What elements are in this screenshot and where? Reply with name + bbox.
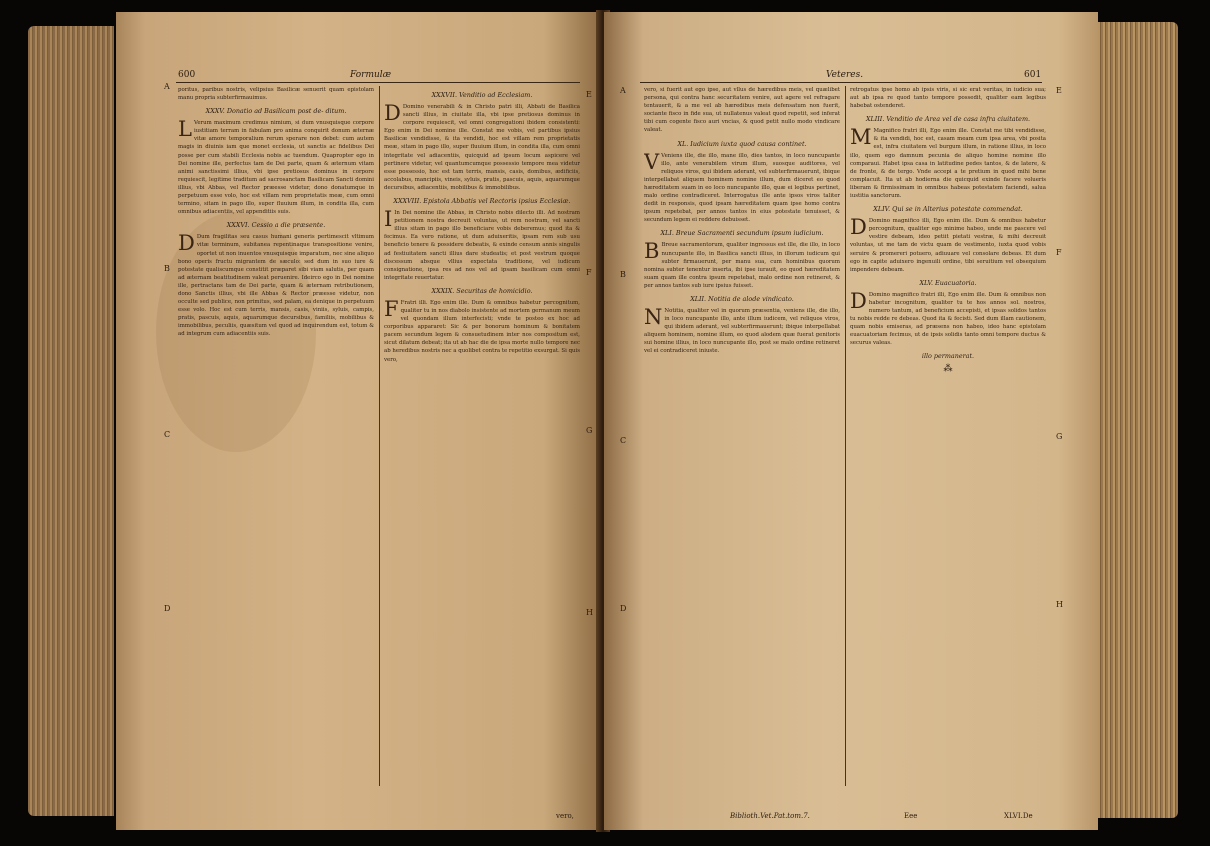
header-rule xyxy=(640,82,1042,83)
drop-cap: V xyxy=(644,149,660,174)
section-heading: XXXVII. Venditio ad Ecclesiam. xyxy=(431,91,533,99)
right-page xyxy=(604,12,1098,830)
right-running-title: Veteres. xyxy=(826,70,864,80)
section-heading: XXXV. Donatio ad Basilicam post de- ditum. xyxy=(205,107,347,116)
drop-cap: D xyxy=(850,215,867,240)
column-rule xyxy=(379,86,380,786)
body-text xyxy=(850,288,1046,348)
drop-cap: I xyxy=(384,207,393,232)
right-column-2 xyxy=(850,86,1046,816)
drop-cap: L xyxy=(178,117,192,142)
footer-signature: Biblioth.Vet.Pat.tom.7. xyxy=(730,812,810,820)
margin-letter: D xyxy=(620,604,627,613)
body-text xyxy=(384,296,580,364)
paragraph: Veniens ille, die illo, mane illo, dies tantos, in loco nuncupante illo, ante venerabilem virum illum, suosque auditores, vel reliquos viros, qui ibidem aderant, vel subterfirmauerunt, ibique interpellabat aliquem hominem nomine illum, dum diceret eo quod hæreditatem suam in eo loco nuncupante illo, quæ ei legibus pertinet, malo ordine contradiceret. Interrogatus ille ante ipsos viros taliter dedit in responsis, quod ipsam hæreditatem quam ipse homo contra ipsum repetebat, per annos tantos in eius potestate tenuisset, & secundum legem ei reddere debuisset. xyxy=(644,152,840,224)
section-heading: XXXVIII. Epistola Abbatis vel Rectoris ipsius Ecclesiæ. xyxy=(393,197,571,206)
left-page-edges xyxy=(28,26,114,816)
header-rule xyxy=(176,82,580,83)
body-text xyxy=(384,209,580,282)
margin-letter: H xyxy=(1056,600,1063,609)
paragraph: Magnifico fratri illi, Ego enim ille. Constat me tibi vendidisse, & ita vendidi, hoc est, casam meam cum ipsa area, vbi posita est, infra ciuitatem vel burgum illum, in ratione illius, in loco illo, quem ego damnum pecunia de aliquo homine nomine illo comparaui. Habet ipsa casa in latitudine pedes tantos, & de latere, & de fronte, & de tergo. Vnde accepi a te pretium in quod mihi bene complacuit. Ita ut ab hodierna die quicquid exinde facere volueris liberam & firmissimam in omnibus habeas potestatem faciendi, salua iustitia sanctorum. xyxy=(850,128,1046,200)
body-text xyxy=(384,103,580,192)
section-heading: XLI. Breue Sacramenti secundum ipsum iudicium. xyxy=(660,229,824,238)
drop-cap: D xyxy=(178,231,195,256)
closing-line: illo permanerat. xyxy=(921,352,975,361)
drop-cap: F xyxy=(384,296,399,321)
margin-letter: B xyxy=(164,264,170,273)
paragraph: Notitia, qualiter vel in quorum præsentia, veniens ille, die illo, in loco nuncupante illo, ante illum iudicem, vel reliquos viros, qui ibidem aderant, vel subterfirmauerunt; ibique interpellabat aliquem hominem, nomine illum, eo quod alodem quæ fuerat genitoris sui homine illius, in loco nuncupante illo, post se malo ordine retineret vel ei contradiceret iniuste. xyxy=(644,307,840,355)
right-page-edges xyxy=(1096,22,1178,818)
paragraph: Domino magnifico illi, Ego enim ille. Dum & omnibus habetur percognitum, qualiter ego minime habeo, unde me pascere vel vestire debeam, ideo petiit pietati vestræ, & mihi decreuit voluntas, ut me tam de victu quam de vestimento, iuxta quod vobis seruire & promereri potuero, adiuuare vel consolare debeas. Et dum ego in capite aduixero ingenuili ordine, tibi seruitium vel obsequium impendere debeam. xyxy=(850,218,1046,273)
body-text xyxy=(850,127,1046,200)
margin-letter: E xyxy=(1056,86,1062,95)
left-page-number: 600 xyxy=(178,70,196,80)
gathering-mark: Eee xyxy=(904,812,918,820)
body-text xyxy=(850,217,1046,274)
margin-letter: F xyxy=(586,268,592,277)
right-column-1 xyxy=(644,86,840,816)
paragraph: Dum fragilitas seu casus humani generis pertimescit vltimum vitæ terminum, subitanea repentinaque transpositione venire, oportet ut non inuentos vnusquisque imparatum, nec sine aliquo bono operis fructu migrantem de sæculo: sed dum in suo iure & potestate qualiscumque constitit præparet sibi viam salutis, per quam ad æternam beatitudinem valeat peruenire. Ideirco ego in Dei nomine ille, pertractans tam de Dei parte, quam & æternam retributionem, dono Sanctis illius, vbi ille Abbas & Rector præesse videtur, non occulte sed publice, non primitus, sed palam, ea denique in perpetuum esse volo. Hoc est cum terris, mansis, casis, viniis, syluis, campis, pratis, pascuis, aquis, aquarumque decursibus, familiis, mobilibus & immobilibus, peculiis, quæsitum vel quod ad inquirendum est, totum & ad integrum cum adiacentiis suis. xyxy=(178,234,374,338)
margin-letter: A xyxy=(620,86,626,95)
section-heading: XLIII. Venditio de Area vel de casa infra ciuitatem. xyxy=(865,115,1031,124)
column-rule xyxy=(845,86,846,786)
section-heading: XLV. Euacuatoria. xyxy=(919,278,977,287)
body-text: poritus, paribus nostris, velipsius Basilicæ senuerit quam epistolam manu propria subterfirmauimus. xyxy=(178,87,374,102)
drop-cap: B xyxy=(644,239,660,264)
section-heading: XLIV. Qui se in Alterius potestate commendat. xyxy=(873,205,1023,214)
margin-letter: C xyxy=(164,430,171,439)
margin-letter: A xyxy=(164,82,170,91)
left-column-2 xyxy=(384,86,580,816)
body-text xyxy=(644,241,840,290)
catchword: vero, xyxy=(556,812,574,820)
left-running-title: Formulæ xyxy=(350,70,392,80)
section-heading: XXXVI. Cessio a die præsente. xyxy=(226,221,326,230)
paragraph: In Dei nomine ille Abbas, in Christo nobis dilecto illi. Ad nostram petitionem nostra decreuit voluntas, ut rem nostram, vel sancti illius sitam in pago illo beneficiare vobis deberemus; quod ita & fecimus. Ea vero ratione, ut dum aduixeritis, ipsam rem sub usu beneficio tenere & possidere debeatis, & exinde censum annis singulis ad festiuitatem sancti illius dare studeatis; et post vestrum quoque discessum absque vllius expectata traditione, vel iudicum consignatione, ipsa res ad nos vel ad ipsam basilicam cum omni integritate reuertatur. xyxy=(384,210,580,281)
section-heading: XL. Iudicium iuxta quod causa continet. xyxy=(677,139,807,148)
open-book xyxy=(28,8,1178,833)
body-text: retrogatus ipse homo ab ipsis viris, si sic erat veritas, in iudicio sua; aut ab ipsa re quod tanto tempore possedit, qualiter eam legibus habebat ostenderet. xyxy=(850,87,1046,110)
catchword: XLVI.De xyxy=(1004,812,1033,820)
margin-letter: G xyxy=(1056,432,1063,441)
margin-letter: C xyxy=(620,436,627,445)
left-page xyxy=(116,12,602,830)
margin-letter: E xyxy=(586,90,592,99)
body-text xyxy=(644,149,840,225)
drop-cap: D xyxy=(850,288,867,313)
margin-letter: D xyxy=(164,604,171,613)
section-heading: XLII. Notitia de alode vindicato. xyxy=(690,294,794,303)
drop-cap: D xyxy=(384,101,401,125)
drop-cap: M xyxy=(850,125,872,150)
body-text: vero, si fuerit aut ego ipse, aut vllus de hæredibus meis, vel quælibet persona, qui contra hanc securitatem venire, aut agere vel refragare tentauerit, & a me vel ab hæredibus meis defensatum non fuerit, sociante fisco in fide sua, ut nullatenus valeat quod repetit, sed inferat tibi cum cogente fisco auri vncias, & quod petit nullo modo vindicare valeat. xyxy=(644,87,840,134)
body-text xyxy=(178,119,374,216)
margin-letter: B xyxy=(620,270,626,279)
margin-letter: F xyxy=(1056,248,1062,257)
body-text xyxy=(178,233,374,338)
margin-letter: H xyxy=(586,608,593,617)
paragraph: Domino venerabili & in Christo patri illi, Abbati de Basilica sancti illius, in ciuitate illa, vbi ipse pretiosus dominus in corpore requiescit, vel omni congregationi ibidem consistenti: Ego enim in Dei nomine ille. Constat me vobis, vel partibus ipsius Basilicæ vendidisse, & ita vendidi, hoc est villam rem proprietatis meæ, sitam in pago illo, super fluuium illum, in condita illa, cum omni integritate vel adiacentiis, quicquid ad ipsum locum aspicere vel pertinere videtur, vel quantumcumque possessio tempore mea videtur esse possessio, hoc est tam terris, mansis, casis, domibus, ædificiis, accolabus, mancipiis, vineis, syluis, pratis, pascuis, aquis, aquarumque decursibus, adiacentiis, mobilibus & immobilibus. xyxy=(384,104,580,191)
paragraph: Verum maximum credimus nimium, si dum vnusquisque corpore iustitiam terram in fabulam pro anima conquirit donum æternæ vitæ amore temporalium rerum sperare non debet: cum autem magis in diuinis iam que monet ecclesia, ut sanctis ac fidelibus Dei posse per cum stabili Ecclesia nobis ac tuendum. Quapropter ego in Dei nomine ille, perfectus tam de Dei parte, quam & æternum vitam animi sanctissimi illius, vbi ipse pretiosus dominus in corpore requiescit, legitime traditum ad sacrosanctam Basilicam Sancti domini illius, vbi Abbas, vel Rector præesse videtur, dono donatumque in perpetuum esse volo, hoc est villam rem proprietatis meæ, cum omni termino, sitam in pago illo, super fluuium illum, in condita illa, cum omnibus adiacentiis, vel appenditiis suis. xyxy=(178,120,374,216)
paragraph: Breue sacramentorum, qualiter ingressus est ille, die illo, in loco nuncupante illo, in Basilica sancti illius, in illorum iudicum qui subter firmauerunt, per manu sua, cum hominibus quorum nomina subter tenentur inserta, ibi ipse iurauit, eo quod hæreditatem suam quam ille contra ipsum repetebat, malo ordine non retineret, & per annos tantos sub iure ipsius fuisset. xyxy=(644,242,840,289)
margin-letter: G xyxy=(586,426,593,435)
right-page-number: 601 xyxy=(1024,70,1042,80)
section-heading: XXXIX. Securitas de homicidio. xyxy=(431,286,533,295)
left-column-1 xyxy=(178,86,374,816)
paragraph: Domino magnifico fratri illi, Ego enim ille. Dum & omnibus non habetur incognitum, qualiter tu te hos annos sol. nostros, numero tantum, ad beneficium accepisti, et ipsas solidos tantos tu nobis redde re debeas. Quod ita & fecisti. Sed dum illam cautionem, quam nobis emiseras, ad præsens non habeo, ideo hanc epistolam euacuatoriam fecimus, ut de ipsis solidis tanto omni tempore ductus & securus valeas. xyxy=(850,291,1046,347)
paragraph: Fratri illi. Ego enim ille. Dum & omnibus habetur percognitum, qualiter tu in nos diabolo insistente ad mortem germanum meum vel quondam illum interfecisti; vnde te posteo ex hoc ad corporibus appararet: Sic & per bonorum hominum & bonitatem pacem secundum legem & consuetudinem inter nos compositum est, sicut dilatum debeat; ita ut ab hac die de ipsa morte nullo tempore nec ab heredibus nostris nec a quolibet contra te repetitio exsurgat. Si quis vero, xyxy=(384,299,580,363)
drop-cap: N xyxy=(644,304,663,329)
body-text xyxy=(644,304,840,356)
end-ornament: ⁂ xyxy=(943,364,953,375)
